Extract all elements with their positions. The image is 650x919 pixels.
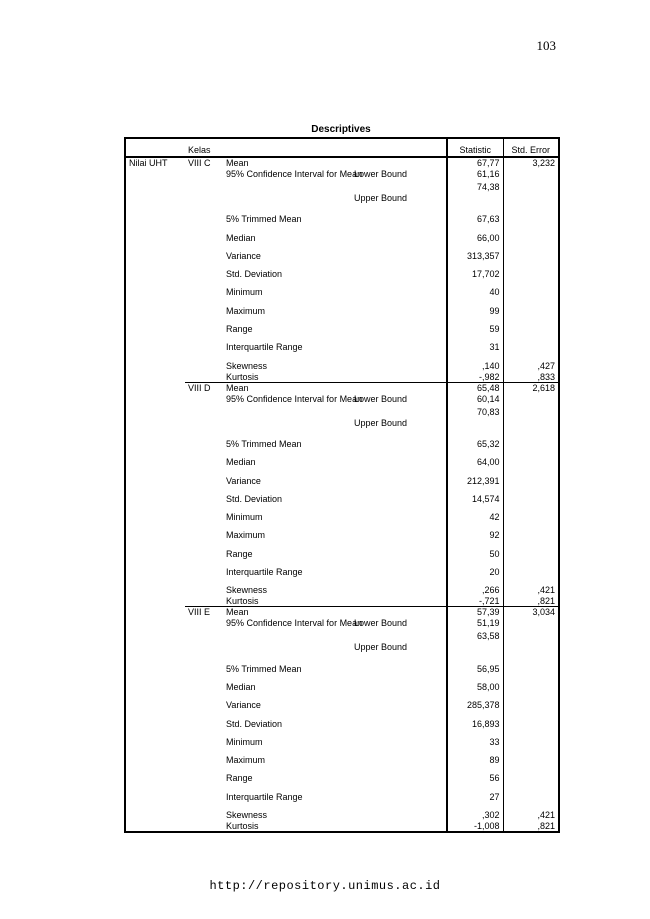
- statistic-value: 92: [447, 523, 503, 541]
- table-cell: [185, 468, 223, 486]
- bound-label: Upper Bound: [354, 642, 408, 653]
- table-cell: [351, 317, 447, 335]
- table-cell: [351, 225, 447, 243]
- table-cell: [351, 298, 447, 316]
- statistic-value: 56,95: [447, 656, 503, 674]
- group-label: VIII E: [185, 607, 223, 619]
- table-cell: [185, 280, 223, 298]
- std-error-value: [503, 523, 559, 541]
- bound-label: Lower Bound: [354, 169, 408, 179]
- table-row: [125, 505, 559, 523]
- table-cell: [125, 450, 185, 468]
- row-label: Interquartile Range: [226, 567, 303, 578]
- table-cell: [125, 182, 185, 207]
- row-label: Mean: [223, 382, 351, 394]
- table-cell: [351, 353, 447, 371]
- statistic-value: 66,00: [447, 225, 503, 243]
- std-error-value: [503, 317, 559, 335]
- std-error-value: [503, 711, 559, 729]
- statistic-value: 31: [447, 335, 503, 353]
- row-label: Range: [226, 773, 253, 784]
- table-row: [125, 821, 559, 832]
- table-row: [125, 487, 559, 505]
- table-row: [125, 317, 559, 335]
- std-error-value: [503, 693, 559, 711]
- std-error-value: [503, 560, 559, 578]
- statistic-value: 16,893: [447, 711, 503, 729]
- statistic-value: 27: [447, 784, 503, 802]
- table-cell: [351, 656, 447, 674]
- row-label: Std. Deviation: [226, 269, 283, 280]
- table-cell: [185, 298, 223, 316]
- table-cell: [125, 675, 185, 693]
- table-cell: [185, 523, 223, 541]
- table-row: [125, 523, 559, 541]
- table-cell: [351, 335, 447, 353]
- table-cell: [185, 225, 223, 243]
- table-cell: [185, 711, 223, 729]
- statistic-value: 63,58: [447, 631, 503, 656]
- table-row: [125, 432, 559, 450]
- statistic-value: 61,16: [447, 169, 503, 182]
- statistic-value: 51,19: [447, 618, 503, 631]
- row-label: Median: [226, 457, 256, 468]
- header-statistic: Statistic: [447, 138, 503, 157]
- table-cell: [185, 596, 223, 607]
- row-label: Median: [226, 681, 256, 692]
- table-row: [125, 169, 559, 182]
- table-cell: [351, 766, 447, 784]
- table-cell: [185, 317, 223, 335]
- table-cell: [351, 748, 447, 766]
- header-blank: [125, 138, 185, 157]
- table-cell: [125, 244, 185, 262]
- std-error-value: [503, 656, 559, 674]
- table-cell: [351, 244, 447, 262]
- std-error-value: [503, 407, 559, 432]
- row-label: Minimum: [226, 736, 263, 747]
- descriptives-table: [124, 137, 560, 833]
- table-cell: [351, 730, 447, 748]
- std-error-value: 3,034: [503, 607, 559, 619]
- row-label: Variance: [226, 700, 261, 711]
- row-label: Minimum: [226, 512, 263, 523]
- table-cell: [125, 748, 185, 766]
- table-cell: [351, 541, 447, 559]
- table-row: [125, 711, 559, 729]
- std-error-value: [503, 182, 559, 207]
- row-label: Skewness: [226, 585, 268, 596]
- table-row: [125, 262, 559, 280]
- table-cell: [185, 730, 223, 748]
- table-row: [125, 394, 559, 407]
- table-cell: [351, 693, 447, 711]
- std-error-value: [503, 262, 559, 280]
- table-cell: [125, 225, 185, 243]
- table-cell: [185, 169, 223, 182]
- table-cell: [351, 372, 447, 383]
- table-cell: [351, 803, 447, 821]
- table-cell: [125, 335, 185, 353]
- statistic-value: 99: [447, 298, 503, 316]
- std-error-value: ,821: [503, 821, 559, 832]
- variable-name: Nilai UHT: [129, 158, 168, 168]
- table-cell: [185, 394, 223, 407]
- header-kelas: Kelas: [188, 145, 211, 155]
- table-row: [125, 618, 559, 631]
- table-cell: [125, 372, 185, 383]
- table-cell: [185, 618, 223, 631]
- statistic-value: 67,77: [447, 157, 503, 169]
- table-row: [125, 468, 559, 486]
- std-error-value: [503, 784, 559, 802]
- group-label: VIII D: [185, 382, 223, 394]
- table-cell: [351, 821, 447, 832]
- table-cell: [185, 262, 223, 280]
- table-cell: [185, 541, 223, 559]
- row-label: Range: [226, 548, 253, 559]
- statistic-value: -1,008: [447, 821, 503, 832]
- row-label: Mean: [226, 158, 249, 168]
- table-cell: [351, 711, 447, 729]
- std-error-value: 3,232: [503, 157, 559, 169]
- table-cell: [125, 317, 185, 335]
- row-label: Kurtosis: [226, 821, 259, 832]
- statistic-value: 56: [447, 766, 503, 784]
- std-error-value: [503, 298, 559, 316]
- table-cell: [185, 631, 223, 656]
- std-error-value: [503, 335, 559, 353]
- std-error-value: [503, 169, 559, 182]
- table-cell: [185, 748, 223, 766]
- table-cell: [351, 784, 447, 802]
- statistic-value: 58,00: [447, 675, 503, 693]
- table-row: [125, 335, 559, 353]
- table-cell: [185, 244, 223, 262]
- row-label: Std. Deviation: [226, 493, 283, 504]
- table-cell: [351, 596, 447, 607]
- table-cell: [125, 353, 185, 371]
- table-cell: [351, 262, 447, 280]
- table-cell: [185, 450, 223, 468]
- statistic-value: -,721: [447, 596, 503, 607]
- table-cell: [185, 675, 223, 693]
- row-label: 5% Trimmed Mean: [226, 438, 302, 449]
- statistic-value: 212,391: [447, 468, 503, 486]
- table-row: [125, 244, 559, 262]
- statistic-value: 60,14: [447, 394, 503, 407]
- table-row: [125, 607, 559, 619]
- row-label: 5% Trimmed Mean: [226, 214, 302, 225]
- table-cell: [185, 372, 223, 383]
- table-cell: [125, 803, 185, 821]
- row-label: Variance: [226, 475, 261, 486]
- table-cell: [185, 407, 223, 432]
- statistic-value: 64,00: [447, 450, 503, 468]
- table-cell: [185, 803, 223, 821]
- statistic-value: 17,702: [447, 262, 503, 280]
- statistic-value: 59: [447, 317, 503, 335]
- std-error-value: [503, 541, 559, 559]
- table-cell: [125, 711, 185, 729]
- row-label: Range: [226, 324, 253, 335]
- table-row: [125, 298, 559, 316]
- table-cell: [125, 262, 185, 280]
- row-label: Median: [226, 232, 256, 243]
- row-label: Skewness: [226, 810, 268, 821]
- std-error-value: [503, 730, 559, 748]
- table-cell: [125, 505, 185, 523]
- table-cell: [125, 207, 185, 225]
- table-cell: [185, 432, 223, 450]
- statistic-value: 42: [447, 505, 503, 523]
- table-row: [125, 541, 559, 559]
- table-row: [125, 157, 559, 169]
- statistic-value: 70,83: [447, 407, 503, 432]
- table-cell: [185, 560, 223, 578]
- std-error-value: [503, 280, 559, 298]
- table-row: [125, 656, 559, 674]
- footer-url: http://repository.unimus.ac.id: [209, 879, 441, 893]
- statistic-value: 65,32: [447, 432, 503, 450]
- std-error-value: ,821: [503, 596, 559, 607]
- std-error-value: [503, 432, 559, 450]
- table-row: [125, 784, 559, 802]
- std-error-value: [503, 244, 559, 262]
- std-error-value: [503, 394, 559, 407]
- row-label: Minimum: [226, 287, 263, 298]
- table-row: [125, 578, 559, 596]
- table-row: [125, 560, 559, 578]
- statistic-value: ,140: [447, 353, 503, 371]
- statistic-value: 67,63: [447, 207, 503, 225]
- row-label: Kurtosis: [226, 371, 259, 382]
- statistic-value: 14,574: [447, 487, 503, 505]
- std-error-value: [503, 675, 559, 693]
- table-cell: [125, 596, 185, 607]
- std-error-value: 2,618: [503, 382, 559, 394]
- row-label: 5% Trimmed Mean: [226, 663, 302, 674]
- statistic-value: 313,357: [447, 244, 503, 262]
- table-row: [125, 372, 559, 383]
- std-error-value: [503, 505, 559, 523]
- row-label: Skewness: [226, 360, 268, 371]
- statistic-value: 89: [447, 748, 503, 766]
- table-row: [125, 748, 559, 766]
- table-cell: [125, 631, 185, 656]
- std-error-value: [503, 618, 559, 631]
- bound-label: Lower Bound: [354, 393, 408, 404]
- row-label: 95% Confidence Interval for Mean: [226, 618, 363, 629]
- std-error-value: [503, 766, 559, 784]
- statistic-value: 50: [447, 541, 503, 559]
- table-cell: [185, 766, 223, 784]
- table-cell: [351, 505, 447, 523]
- table-cell: [125, 407, 185, 432]
- group-label: VIII C: [188, 158, 211, 168]
- bound-label: Upper Bound: [354, 193, 408, 203]
- row-label: 95% Confidence Interval for Mean: [226, 169, 363, 179]
- std-error-value: ,833: [503, 372, 559, 383]
- table-cell: [125, 730, 185, 748]
- table-cell: [185, 693, 223, 711]
- table-cell: [125, 784, 185, 802]
- table-cell: [185, 335, 223, 353]
- table-cell: [185, 487, 223, 505]
- row-label: Maximum: [226, 755, 266, 766]
- table-cell: [185, 784, 223, 802]
- bound-label: Upper Bound: [354, 417, 408, 428]
- header-std-error: Std. Error: [503, 138, 559, 157]
- table-cell: [351, 523, 447, 541]
- table-cell: [125, 578, 185, 596]
- table-cell: [125, 468, 185, 486]
- table-cell: [125, 821, 185, 832]
- table-cell: [125, 766, 185, 784]
- statistic-value: 33: [447, 730, 503, 748]
- table-row: [125, 803, 559, 821]
- table-cell: [185, 505, 223, 523]
- table-cell: [125, 382, 185, 394]
- header-row: [125, 138, 559, 157]
- statistic-value: 57,39: [447, 607, 503, 619]
- table-cell: [185, 207, 223, 225]
- std-error-value: ,421: [503, 578, 559, 596]
- table-cell: [125, 432, 185, 450]
- std-error-value: [503, 450, 559, 468]
- std-error-value: ,421: [503, 803, 559, 821]
- table-cell: [125, 541, 185, 559]
- table-cell: [125, 560, 185, 578]
- table-row: [125, 450, 559, 468]
- table-row: [125, 730, 559, 748]
- table-cell: [125, 607, 185, 619]
- table-cell: [125, 280, 185, 298]
- table-cell: [185, 656, 223, 674]
- table-cell: [351, 607, 447, 619]
- table-cell: [125, 169, 185, 182]
- row-label: 95% Confidence Interval for Mean: [226, 393, 363, 404]
- std-error-value: [503, 207, 559, 225]
- table-cell: [351, 280, 447, 298]
- table-row: [125, 596, 559, 607]
- page-number: 103: [536, 38, 556, 53]
- table-row: [125, 693, 559, 711]
- table-cell: [125, 298, 185, 316]
- table-title: Descriptives: [311, 124, 371, 135]
- row-label: Maximum: [226, 305, 266, 316]
- table-cell: [351, 675, 447, 693]
- table-row: [125, 280, 559, 298]
- table-cell: [351, 207, 447, 225]
- std-error-value: ,427: [503, 353, 559, 371]
- table-row: [125, 353, 559, 371]
- table-cell: [185, 821, 223, 832]
- statistic-value: -,982: [447, 372, 503, 383]
- std-error-value: [503, 468, 559, 486]
- std-error-value: [503, 748, 559, 766]
- table-row: [125, 225, 559, 243]
- table-cell: [351, 468, 447, 486]
- table-cell: [185, 182, 223, 207]
- table-cell: [351, 578, 447, 596]
- std-error-value: [503, 631, 559, 656]
- table-row: [125, 675, 559, 693]
- statistic-value: 20: [447, 560, 503, 578]
- statistic-value: 74,38: [447, 182, 503, 207]
- statistic-value: 285,378: [447, 693, 503, 711]
- std-error-value: [503, 225, 559, 243]
- table-cell: [185, 353, 223, 371]
- row-label: Mean: [223, 607, 351, 619]
- statistic-value: 40: [447, 280, 503, 298]
- row-label: Variance: [226, 250, 261, 261]
- row-label: Interquartile Range: [226, 791, 303, 802]
- table-cell: [125, 523, 185, 541]
- table-row: [125, 766, 559, 784]
- statistic-value: ,302: [447, 803, 503, 821]
- table-cell: [125, 394, 185, 407]
- table-cell: [351, 157, 447, 169]
- statistic-value: ,266: [447, 578, 503, 596]
- row-label: Std. Deviation: [226, 718, 283, 729]
- table-row: [125, 382, 559, 394]
- std-error-value: [503, 487, 559, 505]
- table-cell: [351, 382, 447, 394]
- statistic-value: 65,48: [447, 382, 503, 394]
- row-label: Interquartile Range: [226, 342, 303, 353]
- table-cell: [351, 432, 447, 450]
- table-cell: [351, 487, 447, 505]
- table-body: [125, 157, 559, 832]
- table-cell: [125, 656, 185, 674]
- bound-label: Lower Bound: [354, 618, 408, 629]
- table-cell: [125, 487, 185, 505]
- table-cell: [351, 560, 447, 578]
- table-cell: [185, 578, 223, 596]
- table-cell: [351, 450, 447, 468]
- row-label: Maximum: [226, 530, 266, 541]
- table-row: [125, 207, 559, 225]
- table-cell: [125, 618, 185, 631]
- table-cell: [125, 693, 185, 711]
- row-label: Kurtosis: [226, 596, 259, 607]
